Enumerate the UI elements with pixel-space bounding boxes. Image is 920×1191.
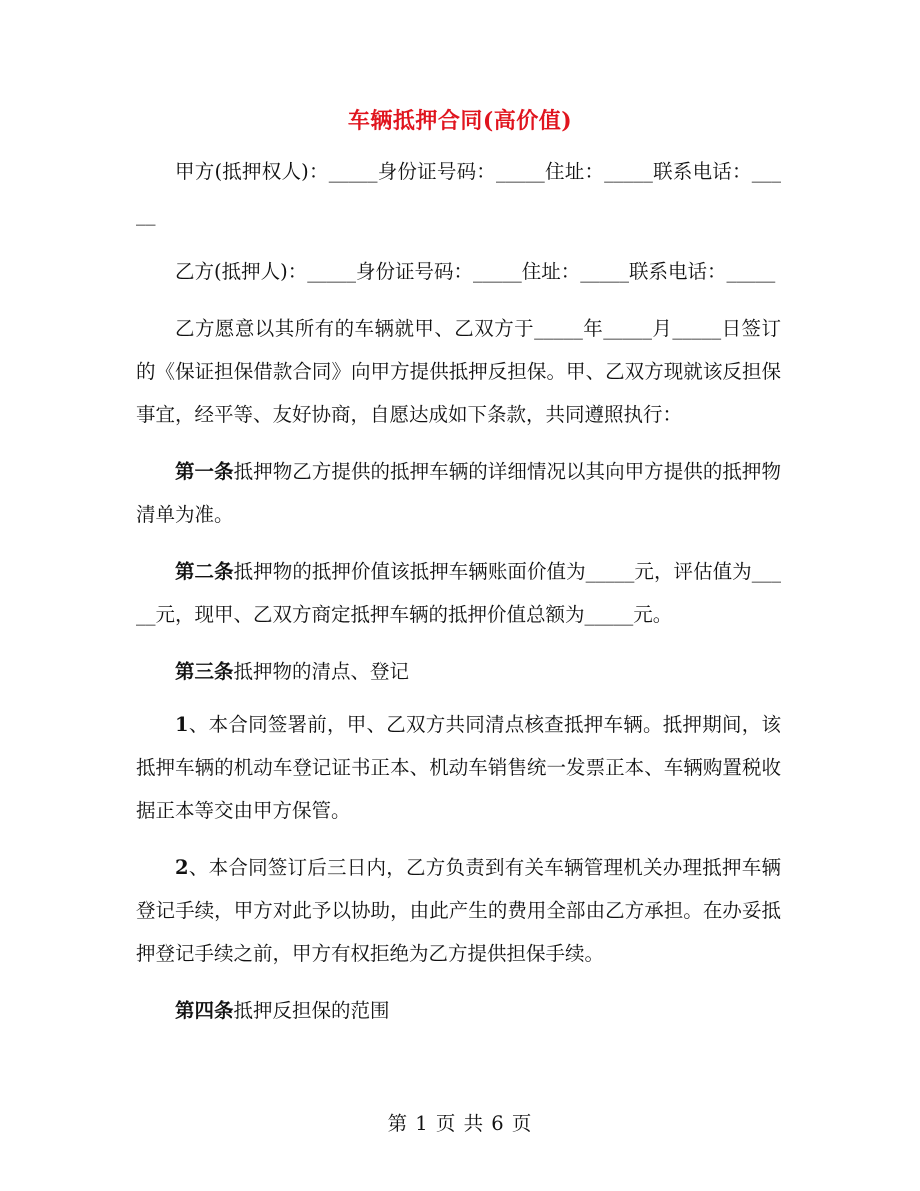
para-text: 、本合同签署前，甲、乙双方共同清点核查抵押车辆。抵押期间，该抵押车辆的机动车登记证书正本、机动车销售统一发票正本、车辆购置税收据正本等交由甲方保管。 bbox=[136, 713, 781, 822]
article-1 bbox=[136, 450, 781, 536]
article-3-item-1 bbox=[136, 703, 781, 832]
para-text: 、本合同签订后三日内，乙方负责到有关车辆管理机关办理抵押车辆登记手续，甲方对此予以协助，由此产生的费用全部由乙方承担。在办妥抵押登记手续之前，甲方有权拒绝为乙方提供担保手续。 bbox=[136, 856, 781, 965]
para-text: 乙方愿意以其所有的车辆就甲、乙双方于_____年_____月_____日签订的《保证担保借款合同》向甲方提供抵押反担保。甲、乙双方现就该反担保事宜，经平等、友好协商，自愿达成如下条款，共同遵照执行： bbox=[136, 317, 781, 426]
party-a-line bbox=[136, 150, 781, 236]
article-heading: 第四条 bbox=[175, 999, 234, 1022]
article-3-item-2 bbox=[136, 846, 781, 975]
para-text: 抵押物的清点、登记 bbox=[233, 660, 410, 683]
document-title: 车辆抵押合同(高价值) bbox=[347, 108, 573, 134]
article-heading: 第一条 bbox=[175, 460, 234, 483]
article-3 bbox=[136, 650, 781, 693]
document-body bbox=[136, 150, 781, 1046]
article-heading: 第二条 bbox=[175, 560, 234, 583]
para-text: 抵押物的抵押价值该抵押车辆账面价值为_____元，评估值为_____元，现甲、乙双方商定抵押车辆的抵押价值总额为_____元。 bbox=[136, 560, 781, 626]
item-number: 1 bbox=[175, 713, 189, 736]
para-text: 乙方(抵押人)：_____身份证号码：_____住址：_____联系电话：_____ bbox=[175, 260, 776, 283]
para-text: 抵押反担保的范围 bbox=[233, 999, 390, 1022]
para-text: 抵押物乙方提供的抵押车辆的详细情况以其向甲方提供的抵押物清单为准。 bbox=[136, 460, 781, 526]
party-b-line bbox=[136, 250, 781, 293]
article-2 bbox=[136, 550, 781, 636]
preamble-paragraph bbox=[136, 307, 781, 436]
item-number: 2 bbox=[175, 856, 189, 879]
article-4 bbox=[136, 989, 781, 1032]
article-heading: 第三条 bbox=[175, 660, 234, 683]
para-text: 甲方(抵押权人)：_____身份证号码：_____住址：_____联系电话：_____ bbox=[136, 160, 781, 226]
page-footer: 第 1 页 共 6 页 bbox=[387, 1112, 533, 1135]
